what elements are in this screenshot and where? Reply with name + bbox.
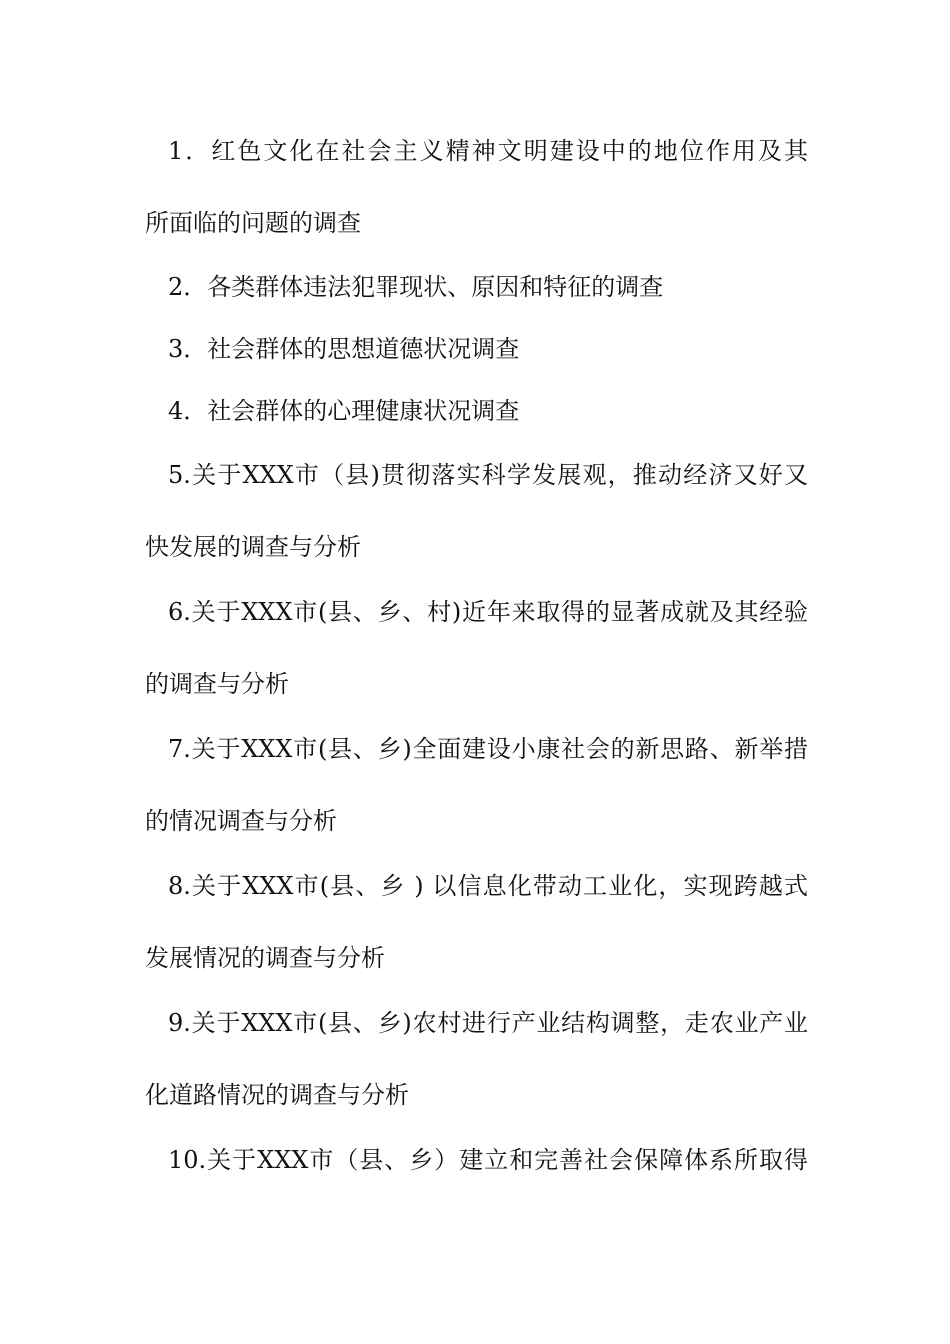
- item-1-line-2: 所面临的问题的调查: [145, 209, 361, 237]
- item-9-line-1: 9.关于XXX市(县、乡)农村进行产业结构调整，走农业产业: [168, 1009, 808, 1037]
- item-1-line-1: 1．红色文化在社会主义精神文明建设中的地位作用及其: [168, 137, 808, 165]
- item-10-line-1: 10.关于XXX市（县、乡）建立和完善社会保障体系所取得: [168, 1146, 808, 1174]
- item-8-line-2: 发展情况的调查与分析: [145, 944, 385, 972]
- item-6-line-2: 的调查与分析: [145, 670, 289, 698]
- item-6-line-1: 6.关于XXX市(县、乡、村)近年来取得的显著成就及其经验: [168, 598, 808, 626]
- item-7-line-2: 的情况调查与分析: [145, 807, 337, 835]
- item-5-line-2: 快发展的调查与分析: [145, 533, 361, 561]
- item-8-line-1: 8.关于XXX市(县、乡 ) 以信息化带动工业化，实现跨越式: [168, 872, 808, 900]
- item-2-line-1: 2．各类群体违法犯罪现状、原因和特征的调查: [168, 273, 664, 301]
- item-4-line-1: 4．社会群体的心理健康状况调查: [168, 397, 520, 425]
- item-7-line-1: 7.关于XXX市(县、乡)全面建设小康社会的新思路、新举措: [168, 735, 808, 763]
- item-3-line-1: 3．社会群体的思想道德状况调查: [168, 335, 520, 363]
- item-5-line-1: 5.关于XXX市（县)贯彻落实科学发展观，推动经济又好又: [168, 461, 808, 489]
- item-9-line-2: 化道路情况的调查与分析: [145, 1081, 409, 1109]
